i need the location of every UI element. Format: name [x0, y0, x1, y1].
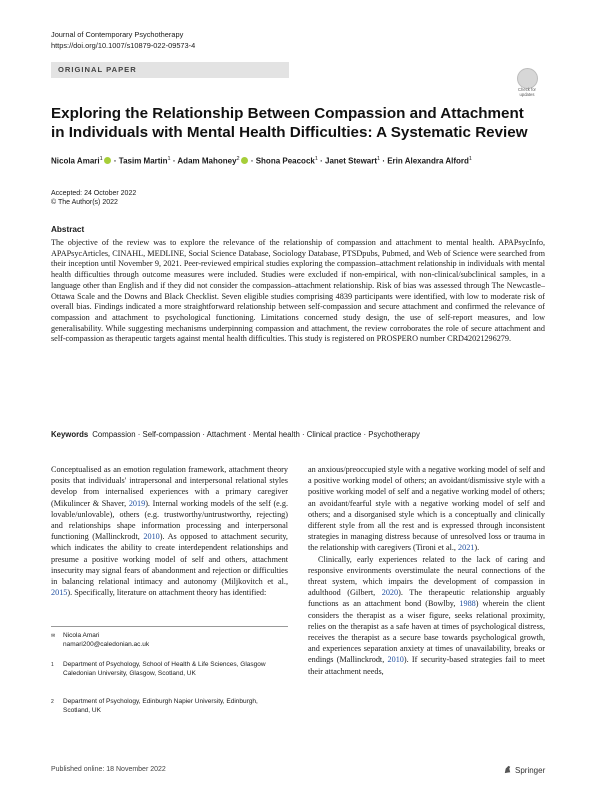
- springer-horse-icon: [503, 765, 512, 774]
- author-affiliation-number: 1: [167, 156, 171, 162]
- author-separator: ·: [317, 156, 326, 166]
- author-affiliation-number: 1: [468, 156, 472, 162]
- author-list: [51, 156, 551, 166]
- body-column-left: [51, 464, 288, 598]
- badge-line2: updates: [519, 91, 535, 97]
- author-name[interactable]: Erin Alexandra Alford: [387, 156, 469, 166]
- journal-name: Journal of Contemporary Psychotherapy: [51, 30, 184, 39]
- article-title: [51, 104, 541, 142]
- orcid-icon[interactable]: [104, 157, 111, 164]
- footnote-divider: [51, 626, 288, 627]
- author-separator: ·: [170, 156, 178, 166]
- orcid-icon[interactable]: [241, 157, 248, 164]
- author-affiliation-number: 1: [99, 156, 103, 162]
- citation-link[interactable]: 2010: [143, 532, 160, 542]
- citation-link[interactable]: 2020: [381, 588, 399, 598]
- author-separator: ·: [380, 156, 388, 166]
- author-affiliation-number: 2: [236, 156, 240, 162]
- author-name[interactable]: Adam Mahoney: [177, 156, 237, 166]
- citation-link[interactable]: 2015: [51, 588, 68, 598]
- author-name[interactable]: Janet Stewart: [325, 156, 378, 166]
- copyright: © The Author(s) 2022: [51, 199, 118, 207]
- title-line-2: in Individuals with Mental Health Difficulties: A Systematic Review: [51, 124, 528, 141]
- abstract-heading: Abstract: [51, 225, 85, 234]
- keywords-label: Keywords: [51, 430, 89, 439]
- author-affiliation-number: 1: [377, 156, 381, 162]
- publisher-logo: [503, 765, 545, 775]
- corresponding-email[interactable]: namari200@caledonian.ac.uk: [63, 640, 150, 648]
- body-column-right: [308, 464, 545, 677]
- paragraph: an anxious/preoccupied style with a negative working model of self and a positive working model of others; an avoidant/dismissive style with a positive working model of self and a negative working model of others; an avoidant/fearful style with a negative working model of self and others; and a disorganised style which is a conceptually and clinically different style from all the rest and is expressed through inconsistent strategies in managing distress because of unresolved loss or trauma in the relationship with caregivers (Tironi et al., 2021).: [308, 465, 545, 553]
- keywords-line: [51, 430, 545, 439]
- citation-link[interactable]: 2019: [128, 498, 146, 508]
- accepted-date: Accepted: 24 October 2022: [51, 190, 137, 197]
- title-line-1: Exploring the Relationship Between Compassion and Attachment: [51, 105, 524, 122]
- author-name[interactable]: Shona Peacock: [255, 156, 315, 166]
- check-updates-icon: [517, 68, 538, 89]
- author-name[interactable]: Tasim Martin: [118, 156, 168, 166]
- article-type-label: ORIGINAL PAPER: [58, 65, 137, 74]
- doi-link[interactable]: https://doi.org/10.1007/s10879-022-09573-4: [51, 40, 196, 50]
- keywords-list: Compassion · Self-compassion · Attachment · Mental health · Clinical practice · Psychotherapy: [92, 430, 420, 439]
- published-online: Published online: 18 November 2022: [51, 766, 166, 773]
- corresponding-name: Nicola Amari: [63, 632, 100, 639]
- citation-link[interactable]: 1988: [459, 599, 476, 609]
- journal-header: [51, 30, 195, 51]
- check-for-updates-badge[interactable]: [511, 68, 543, 96]
- dates-block: [51, 189, 136, 208]
- author-separator: ·: [248, 156, 256, 166]
- envelope-icon: ✉: [51, 633, 56, 639]
- citation-link[interactable]: 2010: [387, 655, 404, 665]
- publisher-name: Springer: [515, 766, 546, 775]
- author-name[interactable]: Nicola Amari: [51, 156, 100, 166]
- author-affiliation-number: 1: [314, 156, 318, 162]
- article-type-banner: [51, 62, 289, 78]
- paragraph: Conceptualised as an emotion regulation framework, attachment theory posits that individuals' intrapersonal and interpersonal relational styles develop from internalised experiences with a primary caregiver (Mikulincer & Shaver, 2019). Internal working models of the self (e.g. lovable/unlovable), others (e.g. trustworthy/untrustworthy, rejecting) and relationships shape information processing and interpersonal functioning (Mallinckrodt, 2010). As opposed to attachment security, which indicates the ability to create interdependent relationships and presume a positive working model of self and others, attachment insecurity may signal fears of abandonment and rejection or difficulties in balancing relational intimacy and autonomy (Miljkovitch et al., 2015). Specifically, literature on attachment theory has identified:: [51, 465, 288, 598]
- badge-line1: Check for: [518, 87, 536, 92]
- citation-link[interactable]: 2021: [458, 543, 475, 553]
- paragraph: Clinically, early experiences related to the lack of caring and responsive environments overstimulate the neural connections of the threat system, which impairs the development of compassion in adulthood (Gilbert, 2020). The therapeutic relationship arguably functions as an attachment bond (Bowlby, 1988) wherein the client considers the therapist as a wiser figure, seeks relational proximity, relies on the therapist as a safe haven at times of psychological distress, receives the therapist as a secure base towards psychological growth, and experiences separation anxiety at times of unavailability, breaks or endings (Mallinckrodt, 2010). If security-based strategies fail to meet their attachment needs,: [308, 554, 546, 676]
- author-separator: ·: [111, 156, 119, 166]
- abstract-text: The objective of the review was to explore the relevance of the relationship of compassion and attachment to mental health. APAPsycInfo, APAPsycArticles, CINAHL, MEDLINE, Social Science Database, Sociology Database, PTSDpubs, Pubmed, and Web of Science were searched from their inception until November 9, 2021. Peer-reviewed empirical studies exploring the compassion–attachment relationship in individuals with mental health difficulties through outcome measures were included. Studies were excluded if non-empirical, with non-clinical/subclinical samples, in a language other than English and if they did not consider the compassion–attachment relationship. Risk of bias was assessed through The Newcastle–Ottawa Scale and the Downs and Black Checklist. Seven eligible studies comprising 4839 participants were identified, with low to moderate risk of overall bias. Findings indicated a more straightforward relationship between self-compassion and secure attachment and confirmed the relevance of compassion and attachment to psychological functioning. Limitations concerned study design, the use of self-report measures, and low generalisability. While suggesting mechanisms underpinning compassion and attachment, the review corroborates the role of secure attachment and self-compassion as therapeutic targets against mental health difficulties. This study is registered on PROSPERO number CRD42021296279.: [51, 238, 545, 344]
